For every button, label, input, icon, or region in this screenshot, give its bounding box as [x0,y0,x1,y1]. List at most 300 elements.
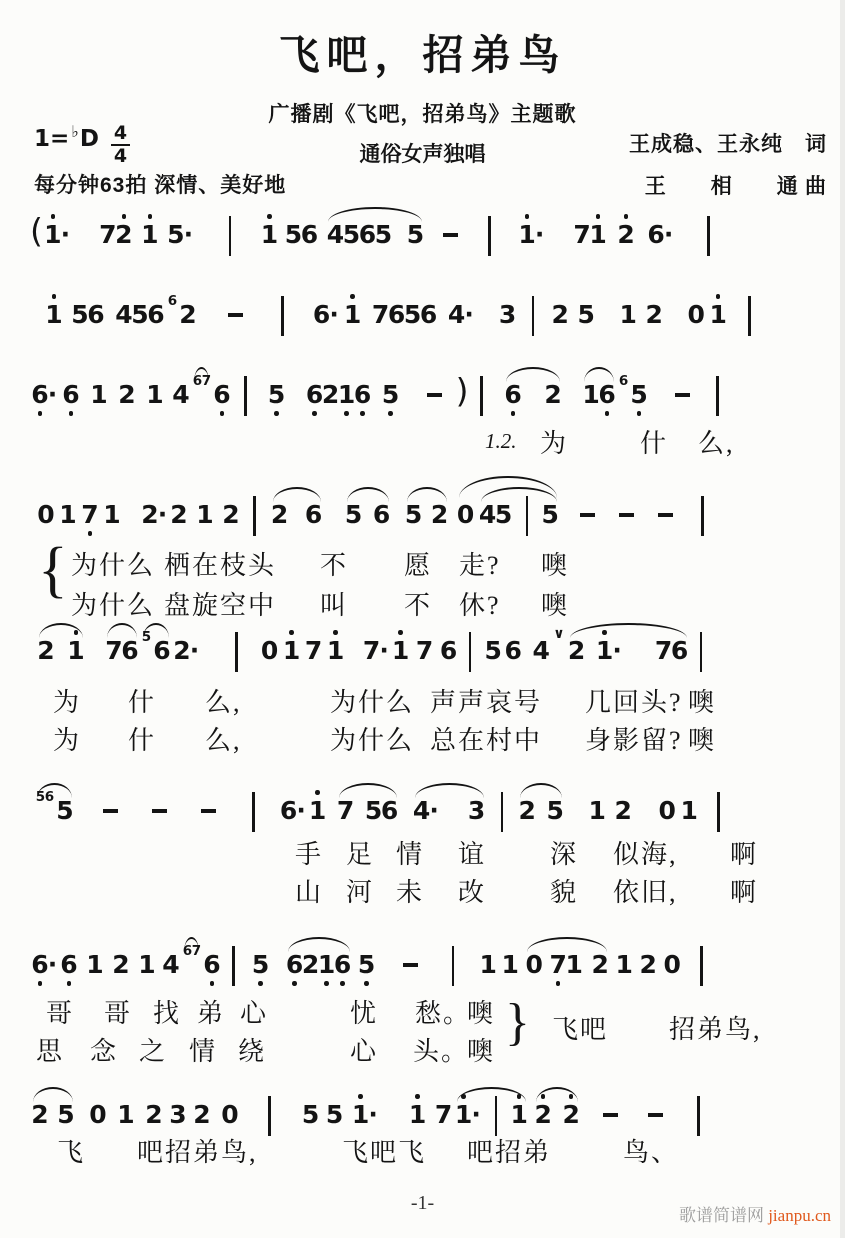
octave-dot-above [289,626,294,636]
lyric-segment: 为 [53,688,82,717]
octave-dot [556,981,561,986]
note [262,626,278,665]
spacer [495,210,517,211]
note-digit: 2 [551,300,569,329]
spacer [622,1090,644,1091]
note-digit: 6 [213,380,231,409]
note [648,210,673,249]
octave-dot-above [122,210,127,220]
note [100,210,132,249]
note-digit: 1 [141,220,159,249]
note-digit: 0 [221,1100,239,1129]
lyric-segment: 么, [205,726,242,755]
lyric-segment: { [38,536,68,604]
note-digit: 6 [358,220,377,249]
note [38,490,54,529]
spacer [56,490,58,491]
note-digit: 0 [89,1100,107,1129]
close-paren: ) [455,371,469,410]
lyric-segment: 手 [295,840,324,869]
spacer [507,786,517,787]
note-digit: 6 [618,373,629,389]
note-digit: 1 [518,220,536,249]
note [32,940,57,991]
watermark [679,1201,831,1226]
octave-dot [324,981,329,986]
note-digit: 6 [353,380,372,409]
note [307,370,371,421]
lyric-segment: 似海, [613,840,678,869]
note-digit: 1 [680,796,698,825]
low-dot-row [82,529,98,541]
barline [748,296,751,336]
lyric-segment: 总在村中 [430,726,543,755]
note-digit: 6 [333,950,352,979]
note [116,290,164,329]
note [253,940,269,991]
spacer [201,626,231,627]
lyric-segment: 噢 [688,688,717,717]
note [204,940,220,991]
spacer [636,210,646,211]
note-digit: 5 [494,500,513,529]
augmentation-dot: · [60,220,71,249]
octave-dot [624,214,629,219]
note-digit: 7 [81,500,99,529]
spacer [607,786,613,787]
note-digit: 6 [31,380,49,409]
spacer [324,626,326,627]
note-digit: 0 [456,500,475,529]
spacer [59,370,61,371]
note-digit: 5 [374,220,393,249]
key-signature [34,122,130,167]
lyric-segment: 忧 [350,999,379,1028]
spacer [446,370,456,371]
low-dot-row [583,409,615,421]
lyric-segment: 么, [205,688,242,717]
spacer [165,370,171,371]
spacer [599,490,615,491]
spacer [400,786,412,787]
dash-note [648,1113,663,1117]
grace-note [619,370,628,388]
barline [281,296,284,336]
note [142,490,167,529]
barline [495,1096,498,1136]
slur-group [270,490,324,529]
note-digit: 1 [479,950,497,979]
note [91,370,107,409]
note-digit: 2 [170,500,188,529]
augmentation-dot: · [534,220,545,249]
note [303,1090,319,1129]
dash-note [675,393,690,397]
spacer [346,626,362,627]
note-digit: 2 [614,796,632,825]
spacer [235,210,259,211]
spacer [345,1090,351,1091]
note [269,370,285,421]
note [104,490,120,529]
note [589,786,605,825]
notes-row [30,940,829,991]
slur-group [412,786,487,825]
lyric-segment: 弟 [197,999,226,1028]
note-digit: 1 [138,950,156,979]
note [306,626,322,665]
note [310,786,326,825]
note-digit: 7 [191,943,202,959]
spacer [328,786,336,787]
spacer [134,210,140,211]
note-digit: 6 [87,300,105,329]
note [519,210,544,249]
note [222,1090,238,1129]
octave-dot-below [67,979,72,991]
note [436,1090,452,1129]
low-dot-row [61,979,77,991]
spacer [215,490,221,491]
augmentation-dot: · [379,636,389,665]
note [373,290,437,329]
octave-dot [289,630,294,635]
note-digit: 2 [544,380,562,409]
note-digit: 2 [567,636,586,665]
note [146,1090,162,1129]
spacer [458,940,478,941]
note-digit: 1 [589,220,607,249]
note-digit: 1 [86,950,104,979]
note-digit: 1 [565,950,583,979]
note-digit: 2 [173,636,191,665]
spacer [411,626,415,627]
barline [469,632,472,672]
note [640,940,656,979]
spacer [108,1090,116,1091]
spacer [212,1090,220,1091]
note-digit: 1 [615,950,633,979]
note-digit: 1 [582,380,600,409]
note-digit: 5 [71,300,89,329]
note-digit: 6 [147,300,165,329]
note-digit: 7 [415,636,434,665]
spacer [75,786,99,787]
system-2 [30,290,829,336]
dash-note [443,233,458,237]
note-digit: 5 [325,1100,344,1129]
octave-dot [38,411,43,416]
note-digit: 2 [534,1100,552,1129]
dash-note [619,513,634,517]
lyric-segment: 声声哀号 [430,688,543,717]
note [646,290,662,329]
note-digit: 5 [577,300,595,329]
octave-dot [333,630,338,635]
slur-group [191,370,212,388]
notes-row [30,290,829,336]
octave-dot [388,411,393,416]
spacer [523,626,531,627]
note [659,786,675,825]
note-digit: 4 [447,300,466,329]
note-digit: 1 [326,636,345,665]
lyric-segment: 思 [36,1037,65,1066]
spacer [280,626,282,627]
lyric-segment: 为 [53,726,82,755]
spacer [275,1090,301,1091]
octave-dot-below [210,979,215,991]
note-digit: 2 [518,796,536,825]
system-4 [30,490,829,621]
note-digit: 1 [67,636,85,665]
note-digit: 2 [222,500,240,529]
note-digit: 2 [37,636,55,665]
barline [229,216,232,256]
lyric-segment: 休? [459,591,501,620]
low-dot-row [505,409,521,421]
spacer [518,290,528,291]
note-digit: 7 [99,220,117,249]
note [393,626,409,665]
spacer [137,370,145,371]
note-digit: 5 [381,380,400,409]
spacer [610,940,614,941]
lyric-segment: 么, [698,429,735,458]
barline [253,496,256,536]
octave-dot-below [274,409,279,421]
note [284,626,300,665]
low-dot-row [287,979,351,991]
spacer [189,490,195,491]
octave-dot-above [350,290,355,300]
note-digit: 0 [37,500,55,529]
octave-dot-below [344,409,349,421]
note-digit: 4 [115,300,133,329]
note-digit: 6 [439,636,458,665]
octave-dot-above [315,786,320,796]
dash-note [603,1113,618,1117]
lyric-segment: 鸟、 [623,1138,680,1167]
slur-group [503,370,563,421]
octave-dot [637,411,642,416]
octave-dot-below [292,979,297,991]
note [327,1090,343,1129]
dash-note [427,393,442,397]
lyric-row [30,720,829,756]
slur-group [181,940,202,958]
slur-group [524,940,610,991]
note-digit: 1 [44,220,62,249]
lyric-segment: 啊 [730,840,759,869]
note-digit: 6 [62,380,80,409]
note-digit: 4 [478,500,497,529]
barline [252,792,255,832]
barline [701,496,704,536]
dash-note [580,513,595,517]
spacer [247,290,277,291]
spacer [76,1090,88,1091]
note [214,370,230,421]
note-digit: 4 [412,796,431,825]
lyric-segment: } [505,994,530,1051]
note-digit: 0 [658,796,676,825]
spacer [30,290,44,291]
lyric-segment: 河 [346,878,375,907]
spacer [498,940,500,941]
dash-note [201,809,216,813]
barline [700,946,703,986]
slur-group [344,490,392,529]
octave-dot-below [340,979,345,991]
system-6 [30,786,829,908]
barline [268,1096,271,1136]
octave-dot [148,214,153,219]
dash-note [403,963,418,967]
note-digit: 2 [141,500,159,529]
note [502,940,518,979]
note-digit: 1 [391,636,410,665]
low-dot-row [214,409,230,421]
lyric-segment: 念 [90,1037,119,1066]
note-digit: 1 [588,796,606,825]
note-digit: 2 [617,220,635,249]
slur-group [336,786,400,825]
spacer [136,1090,144,1091]
note-digit: 6 [387,300,406,329]
note [63,370,79,421]
note [45,210,70,249]
note [410,1090,426,1129]
composer-credit: 王 相 通 曲 [644,174,827,198]
lyric-segment: 之 [139,1037,168,1066]
augmentation-dot: · [464,300,474,329]
note [171,490,187,529]
note [417,626,433,665]
note [616,940,632,979]
open-paren: ( [30,211,43,250]
slur-group [533,1090,581,1129]
octave-dot [312,411,317,416]
low-dot-row [550,979,582,991]
lyric-segment: 几回头? [585,688,683,717]
octave-dot-below [360,409,365,421]
lyric-row [30,872,829,908]
note [449,290,474,329]
note [480,940,496,979]
octave-dot [360,411,365,416]
augmentation-dot: · [368,1100,378,1129]
spacer [157,940,161,941]
note-digit: 7 [371,300,390,329]
barline [697,1096,700,1136]
augmentation-dot: · [157,500,168,529]
spacer [222,940,228,941]
note-digit: 5 [404,500,423,529]
note-digit: 7 [304,636,323,665]
octave-dot [350,294,355,299]
watermark-url: jianpu.cn [768,1206,831,1225]
spacer [251,370,267,371]
note [90,1090,106,1129]
note-digit: 6 [670,636,689,665]
spacer [581,1090,599,1091]
slur-group [517,786,565,825]
note [72,290,104,329]
augmentation-dot: · [296,796,306,825]
spacer [105,940,111,941]
note [552,290,568,329]
page-number: -1- [410,1192,435,1214]
note-digit: 5 [35,789,46,805]
note [574,210,606,249]
lyric-segment: 哥 [104,999,133,1028]
spacer [321,1090,325,1091]
octave-dot-above [148,210,153,220]
spacer [160,210,166,211]
low-dot-row [63,409,79,421]
octave-dot-above [267,210,272,220]
note-digit: 6 [203,950,221,979]
note-digit: 1 [103,500,121,529]
note-digit: 6 [419,300,438,329]
octave-dot [364,981,369,986]
barline [700,632,703,672]
spacer [699,786,713,787]
note-digit: 6 [192,373,203,389]
lyric-segment: 足 [346,840,375,869]
octave-dot [315,790,320,795]
note-digit: 1 [45,300,63,329]
slur-group [454,1090,530,1136]
system-5 [30,626,829,756]
note-digit: 1 [146,380,164,409]
slur-group [34,786,75,825]
note [173,370,189,409]
note [505,626,521,665]
octave-dot [122,214,127,219]
spacer [106,290,114,291]
spacer [64,290,70,291]
note-digit: 1 [337,380,356,409]
note-digit: 1 [317,950,336,979]
lyric-segment: 谊 [458,840,487,869]
key-prefix: 1= [34,126,70,152]
slur-group [285,940,353,991]
lyric-segment: 改 [458,878,487,907]
dash-note [103,809,118,813]
note [61,940,77,991]
note-digit: 0 [663,950,681,979]
lyric-segment: 不 [320,551,349,580]
note [710,290,726,329]
octave-dot-above [716,290,721,300]
octave-dot-below [312,409,317,421]
octave-dot-below [69,409,74,421]
note-digit: 1 [454,1100,473,1129]
spacer [363,290,371,291]
augmentation-dot: · [612,636,622,665]
notes-row [30,626,829,672]
spacer [353,940,357,941]
lyric-segment: 什 [128,688,157,717]
note-digit: 0 [525,950,543,979]
lyric-segment: 飞 [57,1138,86,1167]
note-digit: 6 [182,943,193,959]
note-digit: 2 [562,1100,580,1129]
octave-dot-above [624,210,629,220]
note-digit: 5 [57,1100,75,1129]
